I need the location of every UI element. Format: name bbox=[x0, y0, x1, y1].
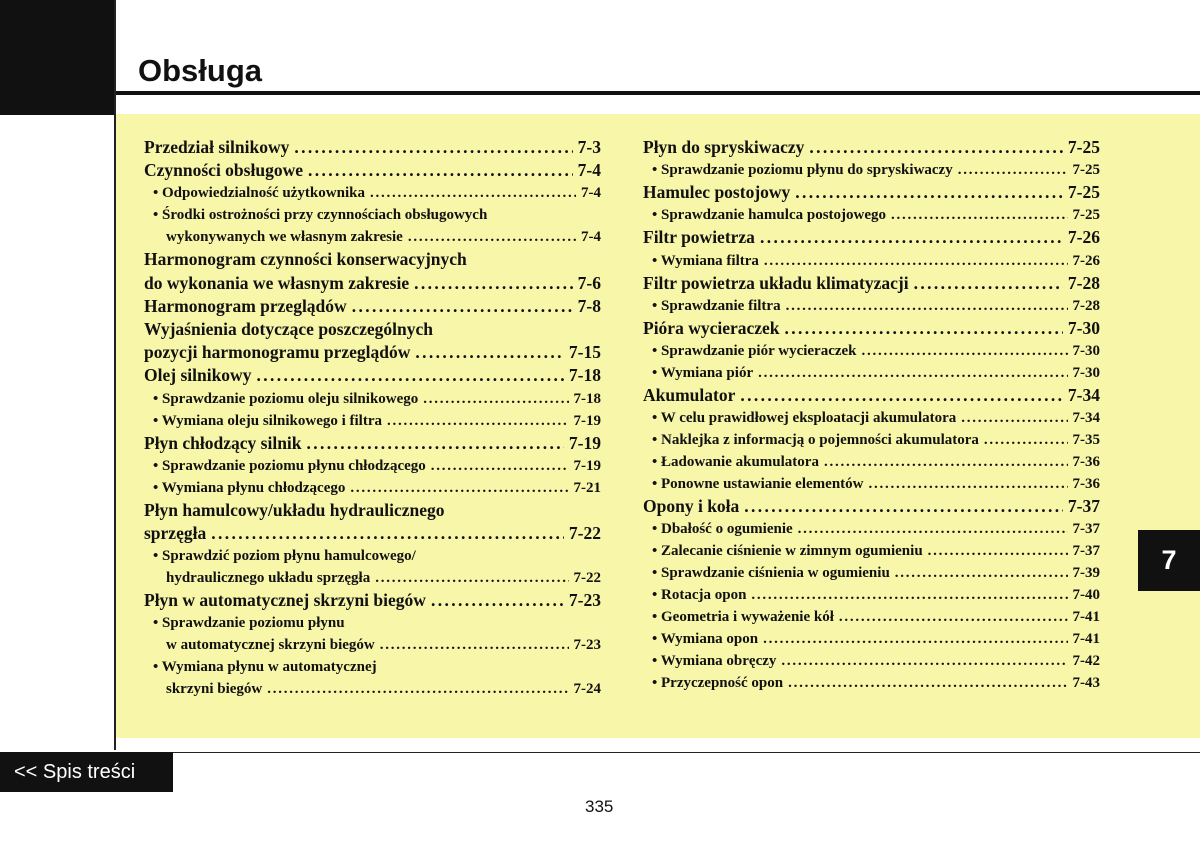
toc-entry-page: 7-25 bbox=[1067, 182, 1100, 203]
toc-entry[interactable] bbox=[144, 410, 601, 432]
toc-entry-text: • Odpowiedzialność użytkownika bbox=[153, 185, 365, 202]
toc-entry-text: w automatycznej skrzyni biegów bbox=[166, 637, 375, 654]
toc-entry-page: 7-34 bbox=[1072, 410, 1100, 427]
toc-entry[interactable] bbox=[643, 473, 1100, 495]
toc-entry[interactable] bbox=[144, 567, 601, 589]
toc-entry-text: • Wymiana płynu chłodzącego bbox=[153, 479, 346, 496]
toc-entry-text: Płyn chłodzący silnik bbox=[144, 432, 302, 453]
title-rule bbox=[116, 91, 1200, 95]
toc-entry[interactable] bbox=[643, 272, 1100, 295]
toc-entry-page: 7-28 bbox=[1067, 272, 1100, 293]
toc-entry-text: • Sprawdzanie poziomu oleju silnikowego bbox=[153, 390, 419, 407]
toc-entry[interactable] bbox=[144, 226, 601, 248]
toc-entry-text: Olej silnikowy bbox=[144, 365, 252, 386]
chapter-tab[interactable]: 7 bbox=[1138, 530, 1200, 591]
page-title: Obsługa bbox=[138, 53, 263, 88]
dot-leader bbox=[788, 672, 1067, 694]
toc-entry-page: 7-30 bbox=[1072, 364, 1100, 381]
toc-entry-page: 7-4 bbox=[581, 229, 601, 246]
toc-entry-page: 7-28 bbox=[1072, 297, 1100, 314]
toc-entry-text: Płyn do spryskiwaczy bbox=[643, 137, 805, 157]
toc-entry[interactable] bbox=[144, 455, 601, 477]
toc-entry-page: 7-41 bbox=[1072, 609, 1100, 626]
toc-entry[interactable] bbox=[144, 272, 601, 295]
toc-entry-page: 7-22 bbox=[568, 522, 601, 543]
toc-entry-text: Hamulec postojowy bbox=[643, 182, 791, 203]
dot-leader bbox=[308, 159, 573, 182]
dot-leader bbox=[294, 136, 572, 159]
toc-entry[interactable] bbox=[643, 181, 1100, 204]
toc-entry-text: • Wymiana obręczy bbox=[652, 653, 777, 670]
toc-entry[interactable] bbox=[144, 477, 601, 499]
dot-leader bbox=[256, 364, 563, 387]
dot-leader bbox=[431, 455, 569, 477]
toc-entry[interactable] bbox=[643, 562, 1100, 584]
toc-entry bbox=[144, 499, 601, 522]
page-number: 335 bbox=[585, 797, 614, 816]
toc-entry[interactable] bbox=[643, 317, 1100, 340]
toc-entry-text: • Sprawdzanie poziomu płynu do spryskiwaczy bbox=[652, 162, 953, 179]
toc-entry[interactable] bbox=[643, 606, 1100, 628]
toc-entry[interactable] bbox=[144, 341, 601, 364]
toc-entry-text: • Wymiana opon bbox=[652, 631, 759, 648]
toc-entry-page: 7-26 bbox=[1072, 252, 1100, 269]
toc-entry-text: • Wymiana piór bbox=[652, 364, 754, 381]
dot-leader bbox=[891, 204, 1067, 226]
toc-entry[interactable] bbox=[643, 407, 1100, 429]
toc-entry[interactable] bbox=[643, 495, 1100, 518]
dot-leader bbox=[809, 136, 1063, 159]
toc-entry-text: • Sprawdzanie poziomu płynu bbox=[153, 615, 345, 632]
toc-entry-text: Płyn hamulcowy/układu hydraulicznego bbox=[144, 499, 445, 520]
toc-entry-text: • W celu prawidłowej eksploatacji akumulatora bbox=[652, 410, 957, 427]
toc-entry-text: • Sprawdzanie filtra bbox=[652, 297, 781, 314]
toc-entry bbox=[144, 545, 601, 567]
toc-entry-page: 7-8 bbox=[577, 295, 601, 316]
toc-entry-text: wykonywanych we własnym zakresie bbox=[166, 229, 403, 246]
dot-leader bbox=[795, 181, 1063, 204]
toc-entry-text: • Wymiana filtra bbox=[652, 252, 759, 269]
toc-entry-page: 7-15 bbox=[568, 342, 601, 363]
toc-entry-text: Przedział silnikowy bbox=[144, 137, 290, 157]
toc-entry-text: • Sprawdzanie hamulca postojowego bbox=[652, 207, 887, 224]
toc-entry-text: • Zalecanie ciśnienie w zimnym ogumieniu bbox=[652, 543, 923, 560]
toc-entry[interactable] bbox=[643, 362, 1100, 384]
toc-entry-page: 7-37 bbox=[1072, 543, 1100, 560]
toc-entry-text: Płyn w automatycznej skrzyni biegów bbox=[144, 590, 426, 611]
dot-leader bbox=[928, 540, 1068, 562]
toc-entry-page: 7-4 bbox=[581, 185, 601, 202]
toc-entry-page: 7-40 bbox=[1072, 587, 1100, 604]
toc-right-column bbox=[643, 136, 1100, 694]
dot-leader bbox=[751, 584, 1067, 606]
dot-leader bbox=[869, 473, 1068, 495]
toc-entry[interactable] bbox=[144, 136, 601, 159]
dot-leader bbox=[211, 522, 564, 545]
toc-entry-text: • Środki ostrożności przy czynnościach obsługowych bbox=[153, 207, 488, 224]
dot-leader bbox=[798, 518, 1068, 540]
toc-entry-text: Filtr powietrza układu klimatyzacji bbox=[643, 272, 909, 293]
toc-entry-page: 7-35 bbox=[1072, 432, 1100, 449]
toc-entry-page: 7-26 bbox=[1067, 227, 1100, 248]
dot-leader bbox=[387, 410, 568, 432]
toc-entry-page: 7-36 bbox=[1072, 454, 1100, 471]
footer-rule bbox=[116, 752, 1200, 753]
toc-entry-text: sprzęgła bbox=[144, 522, 207, 543]
dot-leader bbox=[423, 388, 568, 410]
toc-entry[interactable] bbox=[144, 589, 601, 612]
toc-entry-page: 7-25 bbox=[1072, 162, 1100, 179]
toc-link-button[interactable]: << Spis treści bbox=[0, 752, 173, 792]
toc-entry-page: 7-19 bbox=[573, 457, 601, 474]
dot-leader bbox=[408, 226, 576, 248]
toc-entry-text: skrzyni biegów bbox=[166, 681, 263, 698]
toc-entry-page: 7-43 bbox=[1072, 675, 1100, 692]
toc-entry-text: • Sprawdzanie ciśnienia w ogumieniu bbox=[652, 565, 890, 582]
toc-entry-page: 7-41 bbox=[1072, 631, 1100, 648]
toc-entry-text: • Geometria i wyważenie kół bbox=[652, 609, 834, 626]
toc-entry[interactable] bbox=[643, 159, 1100, 181]
dot-leader bbox=[352, 295, 573, 318]
toc-entry bbox=[144, 318, 601, 341]
toc-entry-text: Czynności obsługowe bbox=[144, 160, 303, 181]
toc-entry bbox=[144, 248, 601, 271]
toc-entry[interactable] bbox=[144, 388, 601, 410]
toc-entry-text: Opony i koła bbox=[643, 496, 740, 517]
toc-entry-page: 7-19 bbox=[573, 412, 601, 429]
dot-leader bbox=[350, 477, 568, 499]
dot-leader bbox=[958, 159, 1068, 181]
toc-entry-text: Akumulator bbox=[643, 384, 736, 405]
toc-entry-text: Pióra wycieraczek bbox=[643, 317, 780, 338]
toc-entry-text: • Wymiana płynu w automatycznej bbox=[153, 659, 377, 676]
toc-entry[interactable] bbox=[643, 429, 1100, 451]
toc-entry-text: • Rotacja opon bbox=[652, 587, 747, 604]
toc-entry[interactable] bbox=[643, 451, 1100, 473]
toc-entry-page: 7-39 bbox=[1072, 565, 1100, 582]
dot-leader bbox=[914, 272, 1063, 295]
toc-entry-text: • Wymiana oleju silnikowego i filtra bbox=[153, 412, 383, 429]
toc-entry-page: 7-6 bbox=[577, 272, 601, 293]
toc-entry-page: 7-3 bbox=[577, 137, 601, 157]
toc-entry-text: do wykonania we własnym zakresie bbox=[144, 272, 410, 293]
toc-entry bbox=[144, 656, 601, 678]
dot-leader bbox=[744, 495, 1063, 518]
toc-entry-text: • Sprawdzanie piór wycieraczek bbox=[652, 342, 857, 359]
toc-entry[interactable] bbox=[643, 518, 1100, 540]
dot-leader bbox=[375, 567, 568, 589]
toc-entry[interactable] bbox=[144, 295, 601, 318]
dot-leader bbox=[961, 407, 1067, 429]
toc-left-column bbox=[144, 136, 601, 700]
toc-entry-page: 7-23 bbox=[568, 590, 601, 611]
toc-entry[interactable] bbox=[144, 432, 601, 455]
toc-entry-text: • Przyczepność opon bbox=[652, 675, 784, 692]
toc-entry-page: 7-22 bbox=[573, 570, 601, 587]
toc-entry[interactable] bbox=[144, 634, 601, 656]
toc-entry-text: pozycji harmonogramu przeglądów bbox=[144, 342, 411, 363]
toc-entry-text: Filtr powietrza bbox=[643, 227, 755, 248]
toc-entry-page: 7-25 bbox=[1072, 207, 1100, 224]
toc-entry[interactable] bbox=[643, 250, 1100, 272]
toc-entry[interactable] bbox=[144, 159, 601, 182]
toc-entry[interactable] bbox=[643, 295, 1100, 317]
toc-entry-page: 7-4 bbox=[577, 160, 601, 181]
toc-entry-page: 7-36 bbox=[1072, 476, 1100, 493]
toc-entry-text: • Sprawdzić poziom płynu hamulcowego/ bbox=[153, 548, 416, 565]
toc-entry[interactable] bbox=[643, 584, 1100, 606]
toc-entry[interactable] bbox=[643, 628, 1100, 650]
toc-entry-text: • Sprawdzanie poziomu płynu chłodzącego bbox=[153, 457, 426, 474]
dot-leader bbox=[764, 250, 1068, 272]
toc-entry[interactable] bbox=[144, 522, 601, 545]
toc-entry[interactable] bbox=[643, 204, 1100, 226]
dot-leader bbox=[785, 317, 1063, 340]
toc-entry-page: 7-34 bbox=[1067, 384, 1100, 405]
toc-entry[interactable] bbox=[144, 678, 601, 700]
dot-leader bbox=[267, 678, 568, 700]
dot-leader bbox=[758, 362, 1067, 384]
toc-entry-text: Harmonogram przeglądów bbox=[144, 295, 347, 316]
toc-entry-page: 7-24 bbox=[573, 681, 601, 698]
toc-entry-text: hydraulicznego układu sprzęgła bbox=[166, 570, 371, 587]
toc-entry-page: 7-25 bbox=[1067, 137, 1100, 157]
toc-entry[interactable] bbox=[144, 182, 601, 204]
toc-entry[interactable] bbox=[643, 136, 1100, 159]
dot-leader bbox=[415, 341, 564, 364]
dot-leader bbox=[740, 384, 1063, 407]
dot-leader bbox=[781, 650, 1067, 672]
toc-entry-page: 7-21 bbox=[573, 479, 601, 496]
toc-entry bbox=[144, 612, 601, 634]
toc-entry[interactable] bbox=[643, 672, 1100, 694]
toc-entry-page: 7-19 bbox=[568, 432, 601, 453]
dot-leader bbox=[431, 589, 564, 612]
dot-leader bbox=[895, 562, 1068, 584]
toc-entry-page: 7-18 bbox=[573, 390, 601, 407]
dot-leader bbox=[786, 295, 1068, 317]
toc-entry-page: 7-23 bbox=[573, 637, 601, 654]
dot-leader bbox=[763, 628, 1067, 650]
toc-entry[interactable] bbox=[643, 540, 1100, 562]
toc-entry[interactable] bbox=[643, 340, 1100, 362]
toc-entry-text: Harmonogram czynności konserwacyjnych bbox=[144, 249, 467, 270]
toc-entry-text: • Ponowne ustawianie elementów bbox=[652, 476, 864, 493]
dot-leader bbox=[862, 340, 1068, 362]
toc-entry-text: • Naklejka z informacją o pojemności akumulatora bbox=[652, 432, 979, 449]
toc-entry-page: 7-30 bbox=[1067, 317, 1100, 338]
toc-entry bbox=[144, 204, 601, 226]
toc-entry[interactable] bbox=[144, 364, 601, 387]
dot-leader bbox=[307, 432, 564, 455]
dot-leader bbox=[760, 226, 1063, 249]
dot-leader bbox=[824, 451, 1068, 473]
dot-leader bbox=[370, 182, 576, 204]
dot-leader bbox=[380, 634, 569, 656]
toc-entry-text: Wyjaśnienia dotyczące poszczególnych bbox=[144, 318, 434, 339]
corner-block bbox=[0, 0, 115, 115]
toc-entry-page: 7-37 bbox=[1072, 521, 1100, 538]
toc-entry-page: 7-30 bbox=[1072, 342, 1100, 359]
dot-leader bbox=[839, 606, 1068, 628]
toc-entry-text: • Ładowanie akumulatora bbox=[652, 454, 819, 471]
toc-entry-page: 7-18 bbox=[568, 365, 601, 386]
toc-entry-text: • Dbałość o ogumienie bbox=[652, 521, 793, 538]
dot-leader bbox=[414, 272, 573, 295]
toc-entry[interactable] bbox=[643, 226, 1100, 249]
toc-entry-page: 7-42 bbox=[1072, 653, 1100, 670]
dot-leader bbox=[984, 429, 1068, 451]
toc-entry[interactable] bbox=[643, 650, 1100, 672]
toc-entry-page: 7-37 bbox=[1067, 496, 1100, 517]
toc-entry[interactable] bbox=[643, 384, 1100, 407]
